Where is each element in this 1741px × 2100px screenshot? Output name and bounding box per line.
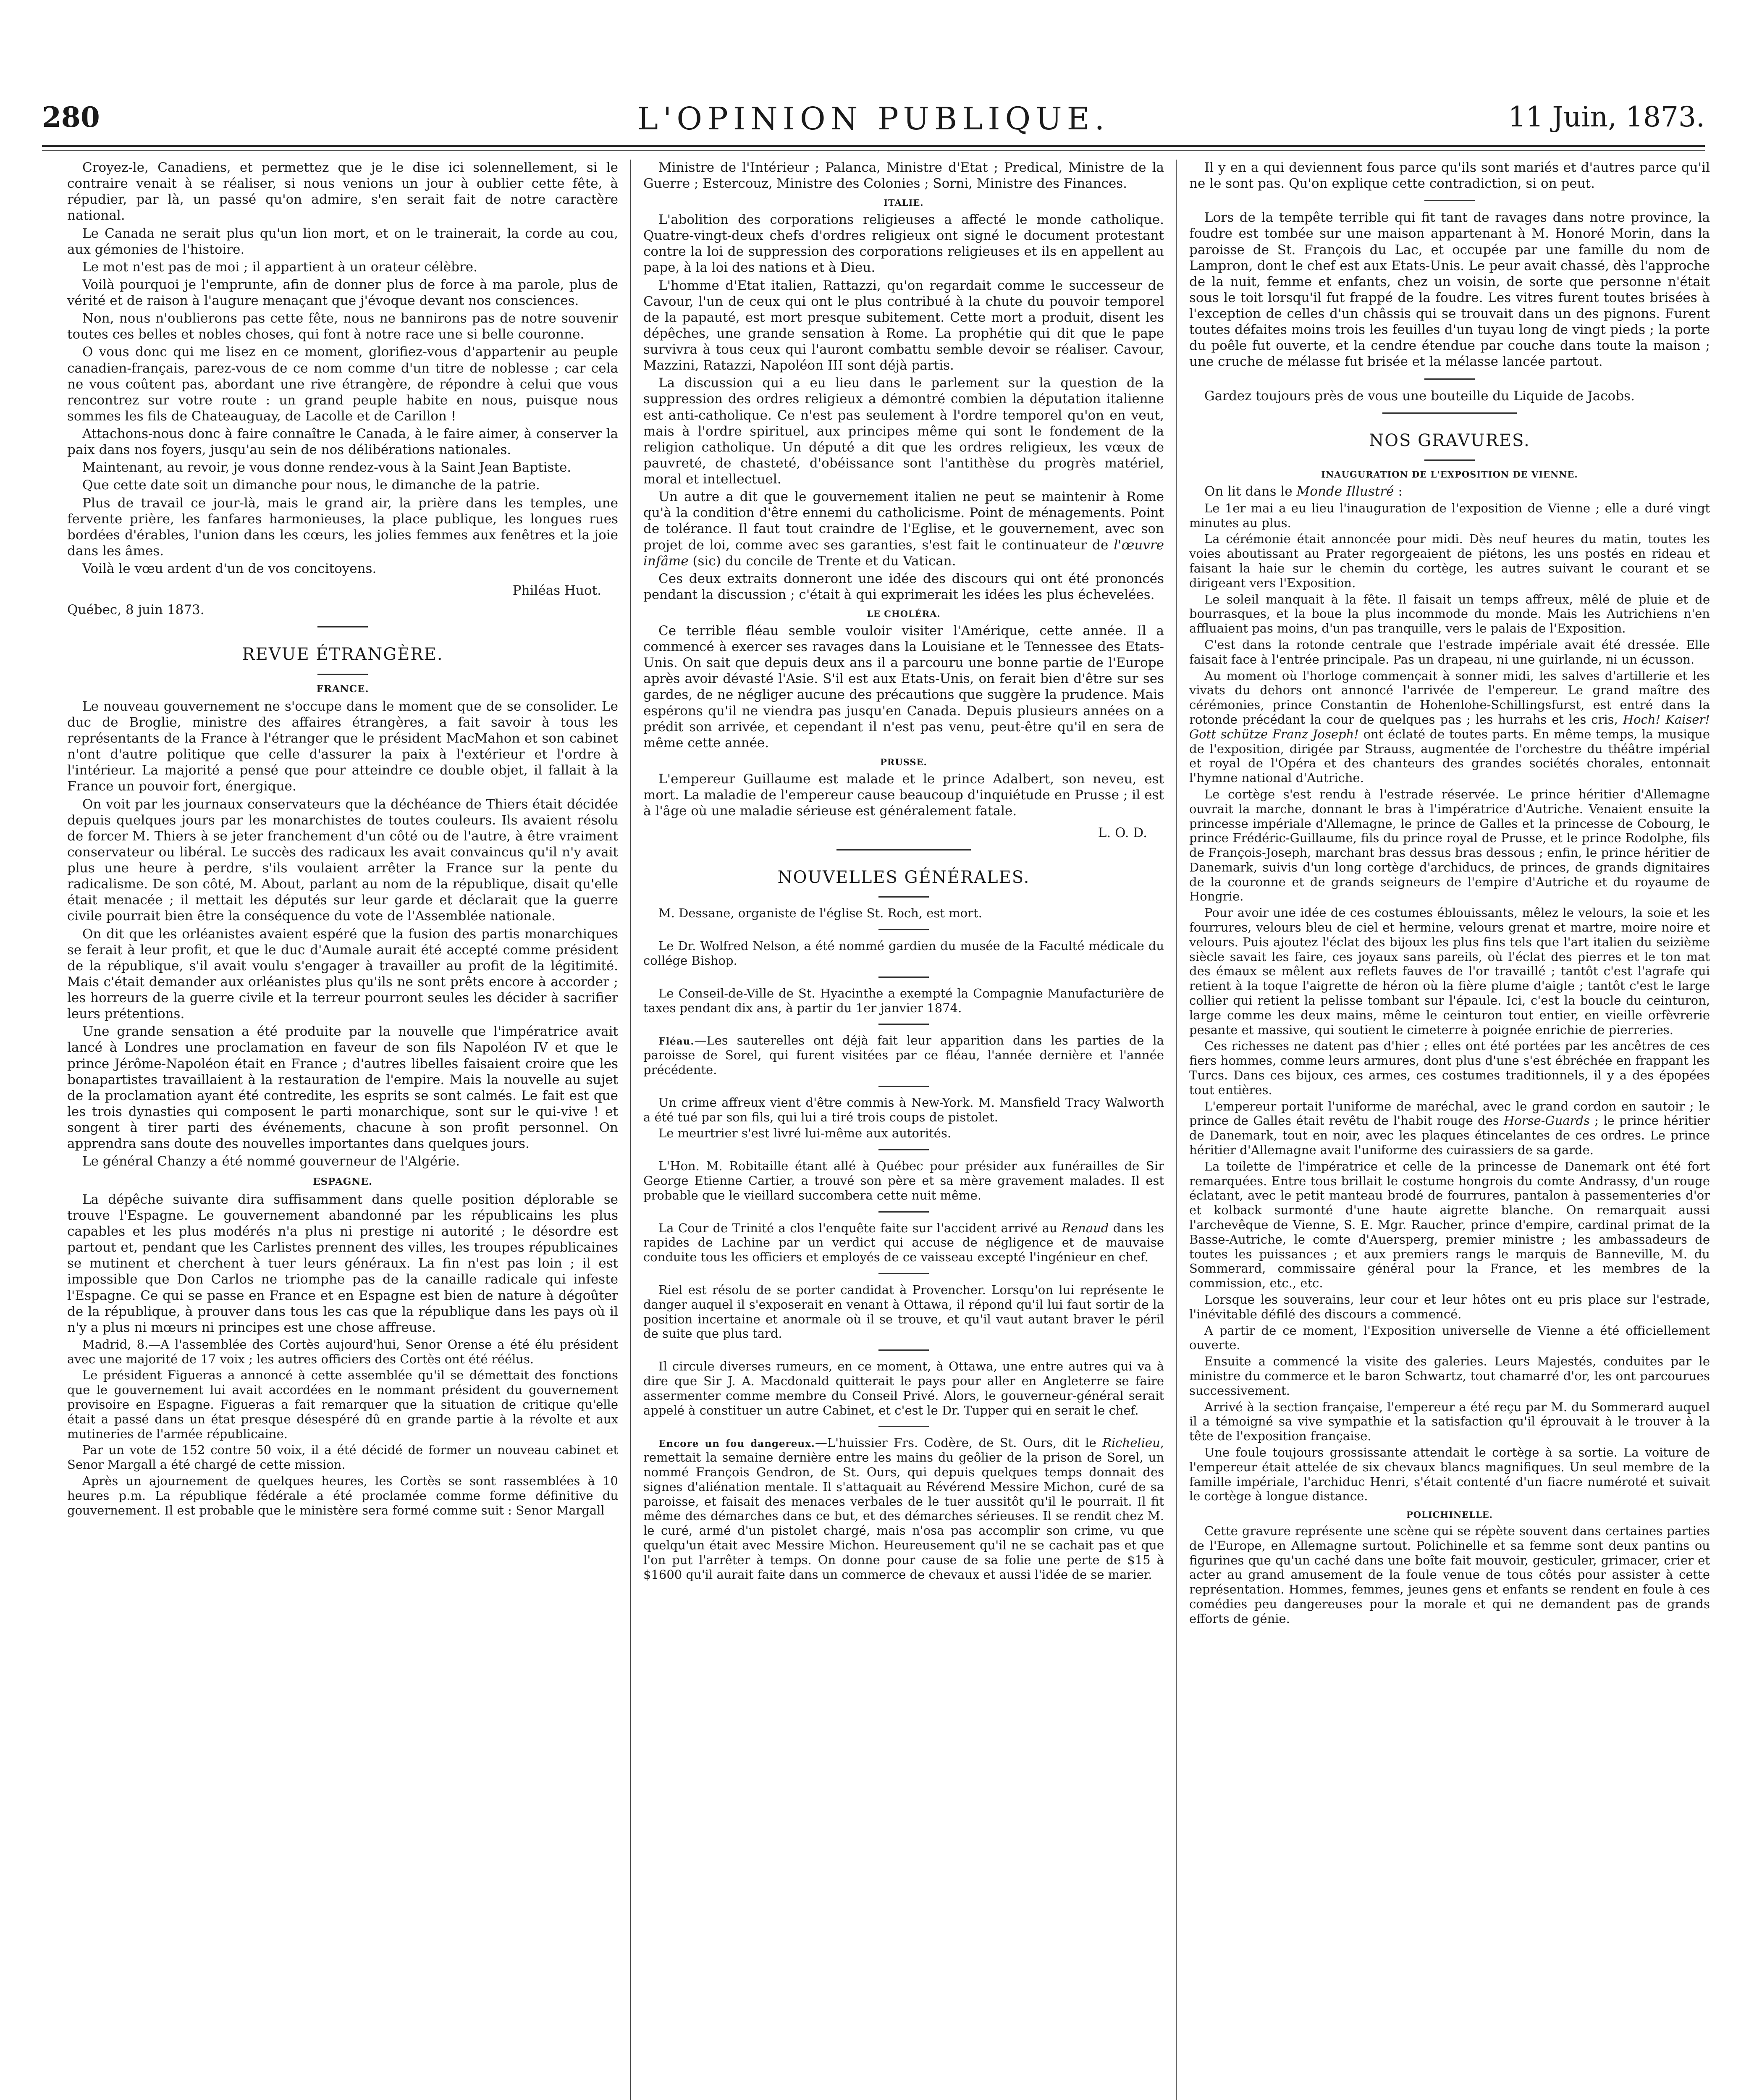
paragraph: Ministre de l'Intérieur ; Palanca, Ministre d'Etat ; Predical, Ministre de la Guerre ; Estercouz, Ministre des Colonies ; Sorni, Ministre des Finances.: [643, 160, 1164, 192]
subsection-title: LE CHOLÉRA.: [867, 609, 941, 620]
paragraph: Pour avoir une idée de ces costumes éblouissants, mêlez le velours, la soie et les fourrures, velours bleu de ciel et hermine, velours grenat et martre, moire noire et velours. Puis ajoutez l'éclat des bijoux les plus fins tels que l'art italien du seizième siècle savait les faire, ces joyaux sans pareils, où l'éclat des pierres et le ton mat des émaux se mêlent aux reflets fauves de l'or travaillé ; tantôt c'est l'agrafe qui retient à la toque l'aigrette de héron où la fière plume d'aigle ; tantôt c'est le large collier qui retient la pelisse tombant sur l'épaule. Ici, c'est la boucle du ceinturon, large comme les deux mains, même le ceinturon tout entier, en vieille orfèvrerie pesante et massive, qui soutient le cimeterre à poignée enrichie de pierreries.: [1189, 906, 1710, 1037]
paragraph: La discussion qui a eu lieu dans le parlement sur la question de la suppression des ordres religieux a démontré combien la députation italienne est anti-catholique. Ce n'est pas seulement à l'ordre temporel qu'on en veut, mais à l'ordre spirituel, aux principes même qui sont le fondement de la religion catholique. Un député a dit que les ordres religieux, les vœux de pauvreté, de chasteté, d'obéissance sont l'antithèse du progrès matériel, moral et intellectuel.: [643, 375, 1164, 487]
subsection-title: ESPAGNE.: [313, 1176, 372, 1188]
paragraph: L'abolition des corporations religieuses a affecté le monde catholique. Quatre-vingt-deux chefs d'ordres religieux ont signé le document protestant contre la loi de suppression des corporations religieuses et ils en appellent au pape, à la loi des nations et à Dieu.: [643, 212, 1164, 276]
news-item: L'Hon. M. Robitaille étant allé à Québec pour présider aux funérailles de Sir George Etienne Cartier, a trouvé son père et sa mère gravement malades. Il est probable que le vieillard succombera cette nuit même.: [643, 1159, 1164, 1202]
paragraph: [643, 489, 1164, 569]
paragraph: Attachons-nous donc à faire connaître le Canada, à le faire aimer, à conserver la paix dans nos foyers, jusqu'au sein de nos délibérations nationales.: [67, 426, 618, 458]
text-run: ; le prince héritier de Danemark, tout en noir, avec les plaques étincelantes de ces ordres. Le prince héritier d'Allemagne avait l'uniforme des cuirassiers de sa garde.: [1189, 1113, 1710, 1158]
news-item: Un crime affreux vient d'être commis à New-York. M. Mansfield Tracy Walworth a été tué par son fils, qui lui a tiré trois coups de pistolet.: [643, 1095, 1164, 1124]
paragraph: Cette gravure représente une scène qui se répète souvent dans certaines parties de l'Europe, en Allemagne surtout. Polichinelle et sa femme sont deux pantins ou figurines que qu'un caché dans une boîte fait mouvoir, gesticuler, grimacer, crier et acter au grand amusement de la foule venue de tous côtés pour assister à cette représentation. Hommes, femmes, jeunes gens et enfants se rendent en foule à ces comédies peu dangereuses pour la morale et qui ne demandent pas de grands efforts de génie.: [1189, 1523, 1710, 1626]
italic-newspaper-name: Monde Illustré: [1296, 483, 1394, 499]
paragraph: Le nouveau gouvernement ne s'occupe dans le moment que de se consolider. Le duc de Broglie, ministre des affaires étrangères, a fait savoir à tous les représentants de la France à l'étranger que le président MacMahon et son cabinet n'ont d'autre politique que celle d'assurer la paix à l'extérieur et l'ordre à l'intérieur. La majorité a pensé que pour atteindre ce double objet, il fallait à la France un pouvoir fort, énergique.: [67, 698, 618, 794]
text-run: La Cour de Trinité a clos l'enquête faite sur l'accident arrivé au: [658, 1221, 1062, 1235]
paragraph: C'est dans la rotonde centrale que l'estrade impériale avait été dressée. Elle faisait face à l'entrée principale. Pas un drapeau, ni une guirlande, ni un écusson.: [1189, 637, 1710, 667]
paragraph: Le mot n'est pas de moi ; il appartient à un orateur célèbre.: [82, 259, 477, 275]
separator-rule: [878, 1149, 929, 1150]
text-run: On lit dans le: [1204, 483, 1297, 499]
paragraph: Non, nous n'oublierons pas cette fête, nous ne bannirons pas de notre souvenir toutes ces belles et nobles choses, qui font à notre race une si belle couronne.: [67, 311, 618, 342]
separator-rule: [878, 1273, 929, 1274]
paragraph: Le général Chanzy a été nommé gouverneur de l'Algérie.: [82, 1154, 460, 1169]
paragraph: On voit par les journaux conservateurs que la déchéance de Thiers était décidée depuis quelques jours par les monarchistes de toutes couleurs. Ils avaient résolu de forcer M. Thiers à se jeter franchement d'un côté ou de l'autre, à être vraiment conservateur ou libéral. Le succès des radicaux les avait convaincus qu'il n'y avait plus une heure à perdre, s'ils voulaient arrêter la France sur la pente du radicalisme. De son côté, M. About, parlant au nom de la république, disait qu'elle était menacée ; il mettait les députés sur leur garde et déclarait que la guerre civile pourrait bien être la conséquence du vote de l'Assemblée nationale.: [67, 796, 618, 924]
paragraph: Voilà pourquoi je l'emprunte, afin de donner plus de force à ma parole, plus de vérité et de raison à l'augure menaçant que j'évoque devant nos consciences.: [67, 277, 618, 308]
paragraph: Le Canada ne serait plus qu'un lion mort, et on le trainerait, la corde au cou, aux gémonies de l'histoire.: [67, 226, 618, 257]
section-title: NOS GRAVURES.: [1369, 430, 1530, 450]
news-item: Il circule diverses rumeurs, en ce moment, à Ottawa, une entre autres qui va à dire que Sir J. A. Macdonald quitterait le pays pour aller en Angleterre se faire assermenter comme membre du Conseil Privé. Alors, le gouverneur-général serait appelé à constituer un autre Cabinet, et c'est le Dr. Tupper qui en serait le chef.: [643, 1359, 1164, 1418]
italic-quote: Hoch! Kaiser! Gott schütze Franz Joseph!: [1189, 712, 1710, 741]
italic-title: l'œuvre infâme: [643, 537, 1164, 569]
separator-rule: [878, 929, 929, 930]
paragraph: L'homme d'Etat italien, Rattazzi, qu'on regardait comme le successeur de Cavour, l'un de ceux qui ont le plus contribué à la chute du pouvoir temporel de la papauté, est mort presque subitement. Cette mort a produit, disent les dépêches, une grande sensation à Rome. La prophétie qui dit que le pape survivra à tous ceux qui l'auront combattu semble devoir se réaliser. Cavour, Mazzini, Ratazzi, Napoléon III sont déjà partis.: [643, 278, 1164, 373]
dateline: Québec, 8 juin 1873.: [67, 602, 205, 618]
paragraph: La toilette de l'impératrice et celle de la princesse de Danemark ont été fort remarquées. Entre tous brillait le costume hongrois du comte Andrassy, d'un rouge éclatant, avec le petit manteau brodé de fourrures, pantalon à passementeries d'or et kolback surmonté d'une haute aigrette blanche. On remarquait aussi l'archevêque de Vienne, S. E. Mgr. Raucher, prince d'empire, cardinal primat de la Basse-Autriche, le comte d'Auersperg, premier ministre ; les ambassadeurs de toutes les puissances ; et aux premiers rangs le marquis de Banneville, M. du Sommerard, commissaire général pour la France, et les membres de la commission, etc., etc.: [1189, 1159, 1710, 1291]
news-item: [643, 1033, 1164, 1077]
italic-newspaper-name: Richelieu: [1102, 1436, 1160, 1450]
separator-rule: [878, 1349, 929, 1351]
paragraph: Lorsque les souverains, leur cour et leur hôtes ont eu pris place sur l'estrade, l'inévitable défilé des discours a commencé.: [1189, 1292, 1710, 1321]
paragraph: Plus de travail ce jour-là, mais le grand air, la prière dans les temples, une fervente prière, les fanfares harmonieuses, la place publique, les longues rues bordées d'érables, l'union dans les cœurs, les jolies femmes aux fenêtres et la joie dans les âmes.: [67, 495, 618, 559]
text-run: —Les sauterelles ont déjà fait leur apparition dans les parties de la paroisse de Sorel, qui furent visitées par ce fléau, l'année dernière et l'année précédente.: [643, 1033, 1164, 1077]
paragraph: Le soleil manquait à la fête. Il faisait un temps affreux, mêlé de pluie et de bourrasques, et la boue la plus incommode du monde. Mais les Autrichiens n'en affluaient pas moins, d'un pas tranquille, vers le palais de l'Exposition.: [1189, 592, 1710, 636]
paragraph: Ensuite a commencé la visite des galeries. Leurs Majestés, conduites par le ministre du commerce et le baron Schwartz, tout chamarré d'or, les ont parcourues successivement.: [1189, 1354, 1710, 1398]
separator-rule: [1424, 459, 1475, 461]
paragraph: Ces richesses ne datent pas d'hier ; elles ont été portées par les ancêtres de ces fiers hommes, comme leurs armures, dont plus d'une s'est ébréchée en frappant les Turcs. Dans ces bijoux, ces armes, ces costumes traditionnels, il y a des épopées tout entières.: [1189, 1039, 1710, 1097]
text-run: Au moment où l'horloge commençait à sonner midi, les salves d'artillerie et les vivats du dehors ont annoncé l'arrivée de l'empereur. Le grand maître des cérémonies, prince Constantin de Hohenlohe-Schillingsfurst, est entré dans la rotonde précédant la cour de quelques pas ; les hurrahs et les cris,: [1189, 668, 1710, 727]
italic-regiment-name: Horse-Guards: [1503, 1113, 1590, 1128]
news-item: Riel est résolu de se porter candidat à Provencher. Lorsqu'on lui représente le danger auquel il s'exposerait en venant à Ottawa, il répond qu'il lui faut sortir de la position incertaine et anormale où il se trouve, et qu'il vaut autant braver le péril de suite que plus tard.: [643, 1282, 1164, 1341]
paragraph: Le président Figueras a annoncé à cette assemblée qu'il se démettait des fonctions que le gouvernement lui avait accordées en le nommant président du gouvernement provisoire en Espagne. Figueras a fait remarquer que la situation de critique qu'elle était a passé dans un état presque désespéré dû en grande partie à la révolte et aux mutineries de l'armée républicaine.: [67, 1368, 618, 1441]
paragraph: Il y en a qui deviennent fous parce qu'ils sont mariés et d'autres parce qu'il ne le sont pas. Qu'on explique cette contradiction, si on peut.: [1189, 160, 1710, 192]
separator-rule: [317, 674, 368, 675]
page-number: 280: [42, 101, 100, 134]
separator-rule: [836, 849, 971, 850]
separator-rule: [878, 976, 929, 978]
subsection-title: ITALIE.: [884, 197, 924, 208]
text-run: (sic) du concile de Trente et du Vatican.: [688, 553, 956, 569]
text-run: L'empereur portait l'uniforme de maréchal, avec le grand cordon en sautoir ; le prince de Galles était revêtu de l'habit rouge des: [1189, 1099, 1710, 1128]
text-run: Un autre a dit que le gouvernement italien ne peut se maintenir à Rome qu'à la condition d'être ennemi du catholicisme. Point de ménagements. Point de tolérance. Il faut tout craindre de l'Eglise, et le gouvernement, avec son projet de loi, comme avec ses garanties, s'est fait le continuateur de: [643, 489, 1164, 553]
paragraph: Gardez toujours près de vous une bouteille du Liquide de Jacobs.: [1204, 388, 1635, 404]
paragraph: Arrivé à la section française, l'empereur a été reçu par M. du Sommerard auquel il a témoigné sa vive sympathie et la satisfaction qu'il éprouvait à le trouver à la tête de l'exposition française.: [1189, 1399, 1710, 1444]
paragraph: On dit que les orléanistes avaient espéré que la fusion des partis monarchiques se ferait à leur profit, et que le duc d'Aumale aurait été accepté comme président de la république, s'il avait voulu s'engager à travailler au profit de la légitimité. Mais c'était demander aux orléanistes plus qu'ils ne sont prêts encore à accorder ; les horreurs de la guerre civile et la terreur pourront seules les décider à sacrifier leurs prétentions.: [67, 926, 618, 1022]
paragraph: [1189, 483, 1710, 499]
subsection-title: INAUGURATION DE L'EXPOSITION DE VIENNE.: [1321, 469, 1578, 480]
paragraph: Madrid, 8.—A l'assemblée des Cortès aujourd'hui, Senor Orense a été élu président avec une majorité de 17 voix ; les autres officiers des Cortès ont été réélus.: [67, 1337, 618, 1366]
paragraph: Par un vote de 152 contre 50 voix, il a été décidé de former un nouveau cabinet et Senor Margall a été chargé de cette mission.: [67, 1443, 618, 1472]
author-signature: L. O. D.: [1098, 825, 1147, 841]
column-3: [1189, 160, 1710, 2100]
text-run: —L'huissier Frs. Codère, de St. Ours, dit le: [815, 1436, 1103, 1450]
paragraph: Ces deux extraits donneront une idée des discours qui ont été prononcés pendant la discussion ; c'était à qui exprimerait les idées les plus échevelées.: [643, 571, 1164, 602]
paragraph: O vous donc qui me lisez en ce moment, glorifiez-vous d'appartenir au peuple canadien-français, parez-vous de ce nom comme d'un titre de noblesse ; car cela ne vous coûtent pas, abordant une rive étrangère, de répondre à celui que vous rencontrez sur votre route : un grand peuple habite en nous, puisque nous sommes les fils de Chateauguay, de Lacolle et de Carillon !: [67, 344, 618, 424]
masthead-rule: [42, 145, 1705, 147]
section-title: NOUVELLES GÉNÉRALES.: [777, 868, 1030, 887]
separator-rule: [1424, 200, 1475, 201]
news-item: Le Dr. Wolfred Nelson, a été nommé gardien du musée de la Faculté médicale du collége Bishop.: [643, 939, 1164, 968]
paragraph: Après un ajournement de quelques heures, les Cortès se sont rassemblées à 10 heures p.m. La république fédérale a été proclamée comme forme définitive du gouvernement. Il est probable que le ministère sera formé comme suit : Senor Margall: [67, 1474, 618, 1517]
paragraph: La dépêche suivante dira suffisamment dans quelle position déplorable se trouve l'Espagne. Le gouvernement abandonné par les républicains les plus capables et les plus modérés n'a plus ni prestige ni autorité ; le désordre est partout et, pendant que les Carlistes prennent des villes, les troupes républicaines se mutinent et cherchent à tuer leurs généraux. La fin n'est pas loin ; il est impossible que Don Carlos ne triomphe pas de la canaille radicale qui infeste l'Espagne. Ce qui se passe en France et en Espagne est bien de nature à dégoûter de la république, à prouver dans tous les cas que la république dans les pays où il n'y a plus ni mœurs ni principes est une chose affreuse.: [67, 1192, 618, 1335]
text-run: , remettait la semaine dernière entre les mains du geôlier de la prison de Sorel, un nommé François Gendron, de St. Ours, qui depuis quelques temps donnait des signes d'aliénation mentale. Il s'attaquait au Révérend Messire Michon, curé de sa paroisse, et faisait des menaces verbales de le tuer aussitôt qu'il le pourrait. Il fit même des démarches dans ce but, et des démarches sérieuses. Il se rendit chez M. le curé, armé d'un pistolet chargé, mais n'osa pas accomplir son crime, vu que quelqu'un était avec Messire Michon. Heureusement qu'il ne se cachait pas et que l'on put l'arrêter à temps. On donne pour cause de sa folie une perte de $15 à $1600 qu'il aurait faite dans un commerce de chevaux et aussi l'idée de se marier.: [643, 1436, 1164, 1582]
column-1: [67, 160, 618, 2100]
subsection-title: PRUSSE.: [880, 756, 927, 767]
news-item: Le Conseil-de-Ville de St. Hyacinthe a exempté la Compagnie Manufacturière de taxes pendant dix ans, à partir du 1er janvier 1874.: [643, 986, 1164, 1015]
paragraph: Croyez-le, Canadiens, et permettez que je le dise ici solennellement, si le contraire venait à se réaliser, si nous venions un jour à oublier cette fête, à répudier, par là, un passé qu'on admire, s'en serait fait de notre caractère national.: [67, 160, 618, 223]
text-run: :: [1394, 483, 1403, 499]
paragraph: Ce terrible fléau semble vouloir visiter l'Amérique, cette année. Il a commencé à exercer ses ravages dans la Louisiane et le Tennessee des Etats-Unis. On sait que depuis deux ans il a parcouru une bonne partie de l'Europe après avoir dévasté l'Asie. S'il est aux Etats-Unis, on ferait bien d'être sur ses gardes, de ne négliger aucune des précautions que suggère la prudence. Mais espérons qu'il ne viendra pas jusqu'en Canada. Depuis plusieurs années on a prédit son arrivée, et cependant il n'est pas venu, peut-être qu'il en sera de même cette année.: [643, 623, 1164, 751]
separator-rule: [878, 1211, 929, 1213]
run-in-heading: Fléau.: [658, 1036, 695, 1047]
masthead-rule-thin: [42, 150, 1705, 151]
news-item: [643, 1221, 1164, 1265]
paragraph: Une grande sensation a été produite par la nouvelle que l'impératrice avait lancé à Londres une proclamation en faveur de son fils Napoléon IV et que le prince Jérôme-Napoléon était en France ; d'autres libelles faisaient croire que les bonapartistes travaillaient à la restauration de l'empire. Mais la nouvelle au sujet de la proclamation ayant été contredite, les esprits se sont calmés. Le fait est que les trois dynasties qui composent le parti monarchique, sont sur le qui-vive ! et songent à tirer parti des événements, chacune à son profit personnel. On apprendra sans doute des nouvelles importantes dans quelques jours.: [67, 1024, 618, 1152]
paragraph: Une foule toujours grossissante attendait le cortège à sa sortie. La voiture de l'empereur était attelée de six chevaux blancs magnifiques. Un seul membre de la famille impériale, l'archiduc Henri, s'était contenté d'un fiacre numéroté et suivait le cortège à longue distance.: [1189, 1445, 1710, 1504]
paragraph: L'empereur Guillaume est malade et le prince Adalbert, son neveu, est mort. La maladie de l'empereur cause beaucoup d'inquiétude en Prusse ; il est à l'âge où une maladie sérieuse est généralement fatale.: [643, 771, 1164, 819]
subsection-title: FRANCE.: [316, 683, 369, 695]
column-divider: [1176, 160, 1177, 2100]
separator-rule: [878, 1024, 929, 1025]
separator-rule: [878, 896, 929, 898]
paragraph: Le cortège s'est rendu à l'estrade réservée. Le prince héritier d'Allemagne ouvrait la marche, donnant le bras à l'impératrice d'Autriche. Venaient ensuite la princesse impériale d'Allemagne, le prince de Galles et la princesse de Cobourg, le prince Frédéric-Guillaume, fils du prince royal de Prusse, et le prince Rodolphe, fils de François-Joseph, marchant bras dessus bras dessous ; enfin, le prince héritier de Danemark, suivis d'un long cortège d'archiducs, de princes, de grands dignitaires de la couronne et de grands seigneurs de l'empire d'Autriche et du royaume de Hongrie.: [1189, 787, 1710, 904]
separator-rule: [317, 626, 368, 627]
paragraph: Que cette date soit un dimanche pour nous, le dimanche de la patrie.: [82, 478, 540, 493]
column-divider: [630, 160, 631, 2100]
text-run: dans les rapides de Lachine par un verdict qui accuse de négligence et de mauvaise conduite tous les officiers et employés de ce vaisseau excepté l'ingénieur en chef.: [643, 1221, 1164, 1265]
issue-date: 11 Juin, 1873.: [1508, 101, 1705, 133]
paragraph: [1189, 669, 1710, 785]
paragraph: Lors de la tempête terrible qui fit tant de ravages dans notre province, la foudre est tombée sur une maison appartenant à M. Honoré Morin, dans la paroisse de St. François du Lac, et occupée par une famille du nom de Lampron, dont le chef est aux Etats-Unis. Le peur avait chassé, dès l'approche de la nuit, femme et enfants, chez un voisin, de sorte que personne n'était sous le toit lorsqu'il fut frappé de la foudre. Les vitres furent toutes brisées à l'exception de celles d'un châssis qui se trouvait dans un des pignons. Furent toutes défaites moins trois les feuilles d'un tuyau long de vingt pieds ; la porte du poêle fut ouverte, et la cendre étendue par couche dans toute la maison ; une cruche de mélasse fut brisée et la mélasse lancée partout.: [1189, 210, 1710, 370]
news-item: [643, 1436, 1164, 1582]
run-in-heading: Encore un fou dangereux.: [658, 1438, 815, 1450]
paragraph: La cérémonie était annoncée pour midi. Dès neuf heures du matin, toutes les voies aboutissant au Prater regorgeaient de piétons, les uns postés en rideau et faisant la haie sur le chemin du cortège, les autres suivant le courant et se dirigeant vers l'Exposition.: [1189, 532, 1710, 590]
column-2: [643, 160, 1164, 2100]
paragraph: [1189, 1099, 1710, 1158]
author-signature: Philéas Huot.: [512, 583, 601, 598]
section-title: REVUE ÉTRANGÈRE.: [242, 645, 443, 664]
paragraph: Le 1er mai a eu lieu l'inauguration de l'exposition de Vienne ; elle a duré vingt minutes au plus.: [1189, 501, 1710, 530]
paragraph: Maintenant, au revoir, je vous donne rendez-vous à la Saint Jean Baptiste.: [82, 460, 572, 475]
paragraph: Voilà le vœu ardent d'un de vos concitoyens.: [82, 561, 377, 576]
separator-rule: [1382, 412, 1517, 414]
newspaper-title: L'OPINION PUBLIQUE.: [637, 101, 1110, 137]
separator-rule: [878, 1426, 929, 1427]
news-item: Le meurtrier s'est livré lui-même aux autorités.: [658, 1126, 952, 1141]
italic-ship-name: Renaud: [1062, 1221, 1109, 1235]
text-run: ont éclaté de toutes parts. En même temps, la musique de l'exposition, dirigée par Strauss, augmentée de l'orchestre du théâtre impérial et royal de l'Opéra et des chanteurs des grandes sociétés chorales, entonnait l'hymne national d'Autriche.: [1189, 727, 1710, 785]
separator-rule: [878, 1086, 929, 1087]
paragraph: A partir de ce moment, l'Exposition universelle de Vienne a été officiellement ouverte.: [1189, 1323, 1710, 1352]
separator-rule: [1424, 378, 1475, 380]
subsection-title: POLICHINELLE.: [1406, 1509, 1493, 1520]
news-item: M. Dessane, organiste de l'église St. Roch, est mort.: [658, 906, 982, 921]
